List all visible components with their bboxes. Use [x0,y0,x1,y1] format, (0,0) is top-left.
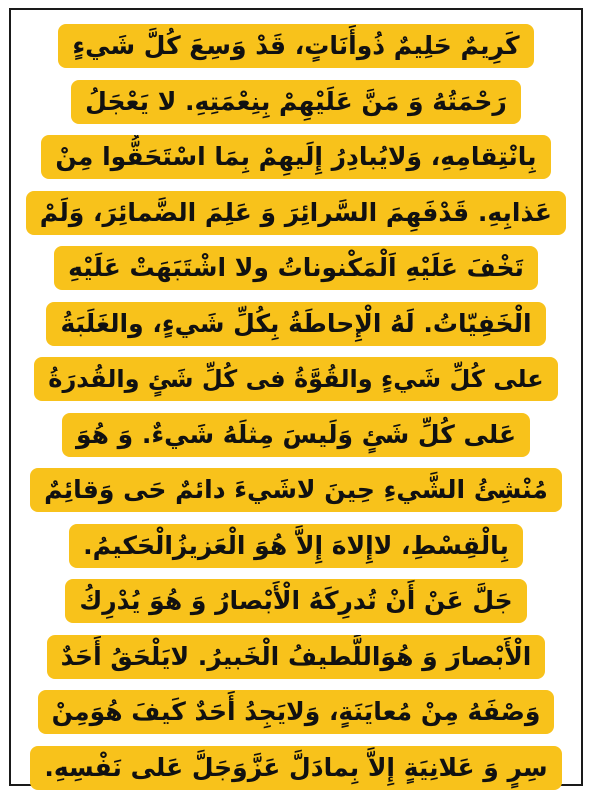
text-line-8: عَلى كُلِّ شَئٍ وَلَيسَ مِثلَهُ شَيءٌ. وَ هُوَ [62,413,530,457]
text-line-9: مُنْشِئُ الشَّيءِ حِينَ لاشَيءَ دائمٌ حَى وَقائِمٌ [30,468,562,512]
text-line-1: كَرِيمٌ حَلِيمٌ ذُوأَنَاتٍ، قَدْ وَسِعَ كُلَّ شَيءٍ [58,24,533,68]
text-line-3: بِانْتِقامِهِ، وَلايُبادِرُ إِلَيهِمْ بِمَا اسْتَحَقُّوا مِنْ [41,135,550,179]
page-frame [9,8,583,786]
text-line-12: الْأَبْصارَ وَ هُوَاللَّطيفُ الْخَبيرُ. لايَلْحَقُ أَحَدٌ [47,635,546,679]
text-line-5: تَخْفَ عَلَيْهِ اَلْمَكْنوناتُ ولا اشْتَبَهَتْ عَلَيْهِ [54,246,538,290]
text-line-7: على كُلِّ شَيءٍ والقُوَّةُ فى كُلِّ شَئٍ والقُدرَةُ [34,357,557,401]
text-line-14: سِرٍ وَ عَلانِيَةٍ إِلاَّ بِمادَلَّ عَزَّوَجَلَّ عَلى نَفْسِهِ. [30,746,561,790]
text-line-4: عَذابِهِ. قَدْفَهِمَ السَّرائِرَ وَ عَلِمَ الضَّمائِرَ، وَلَمْ [26,191,566,235]
text-block [11,24,581,801]
text-line-10: بِالْقِسْطِ، لاإِلاهَ إِلاَّ هُوَ الْعَزيزُالْحَكيمُ. [69,524,523,568]
text-line-2: رَحْمَتُهُ وَ مَنَّ عَلَيْهِمْ بِنِعْمَتِهِ. لا يَعْجَلُ [71,80,521,124]
text-line-6: الْخَفِيّاتُ. لَهُ الْإِحاطَةُ بِكُلِّ شَيءٍ، والغَلَبَةُ [46,302,545,346]
text-line-13: وَصْفَهُ مِنْ مُعايَنَةٍ، وَلايَجِدُ أَحَدٌ كَيفَ هُوَمِنْ [38,690,555,734]
text-line-11: جَلَّ عَنْ أَنْ تُدرِكَهُ الْأَبْصارُ وَ هُوَ يُدْرِكُ [65,579,526,623]
